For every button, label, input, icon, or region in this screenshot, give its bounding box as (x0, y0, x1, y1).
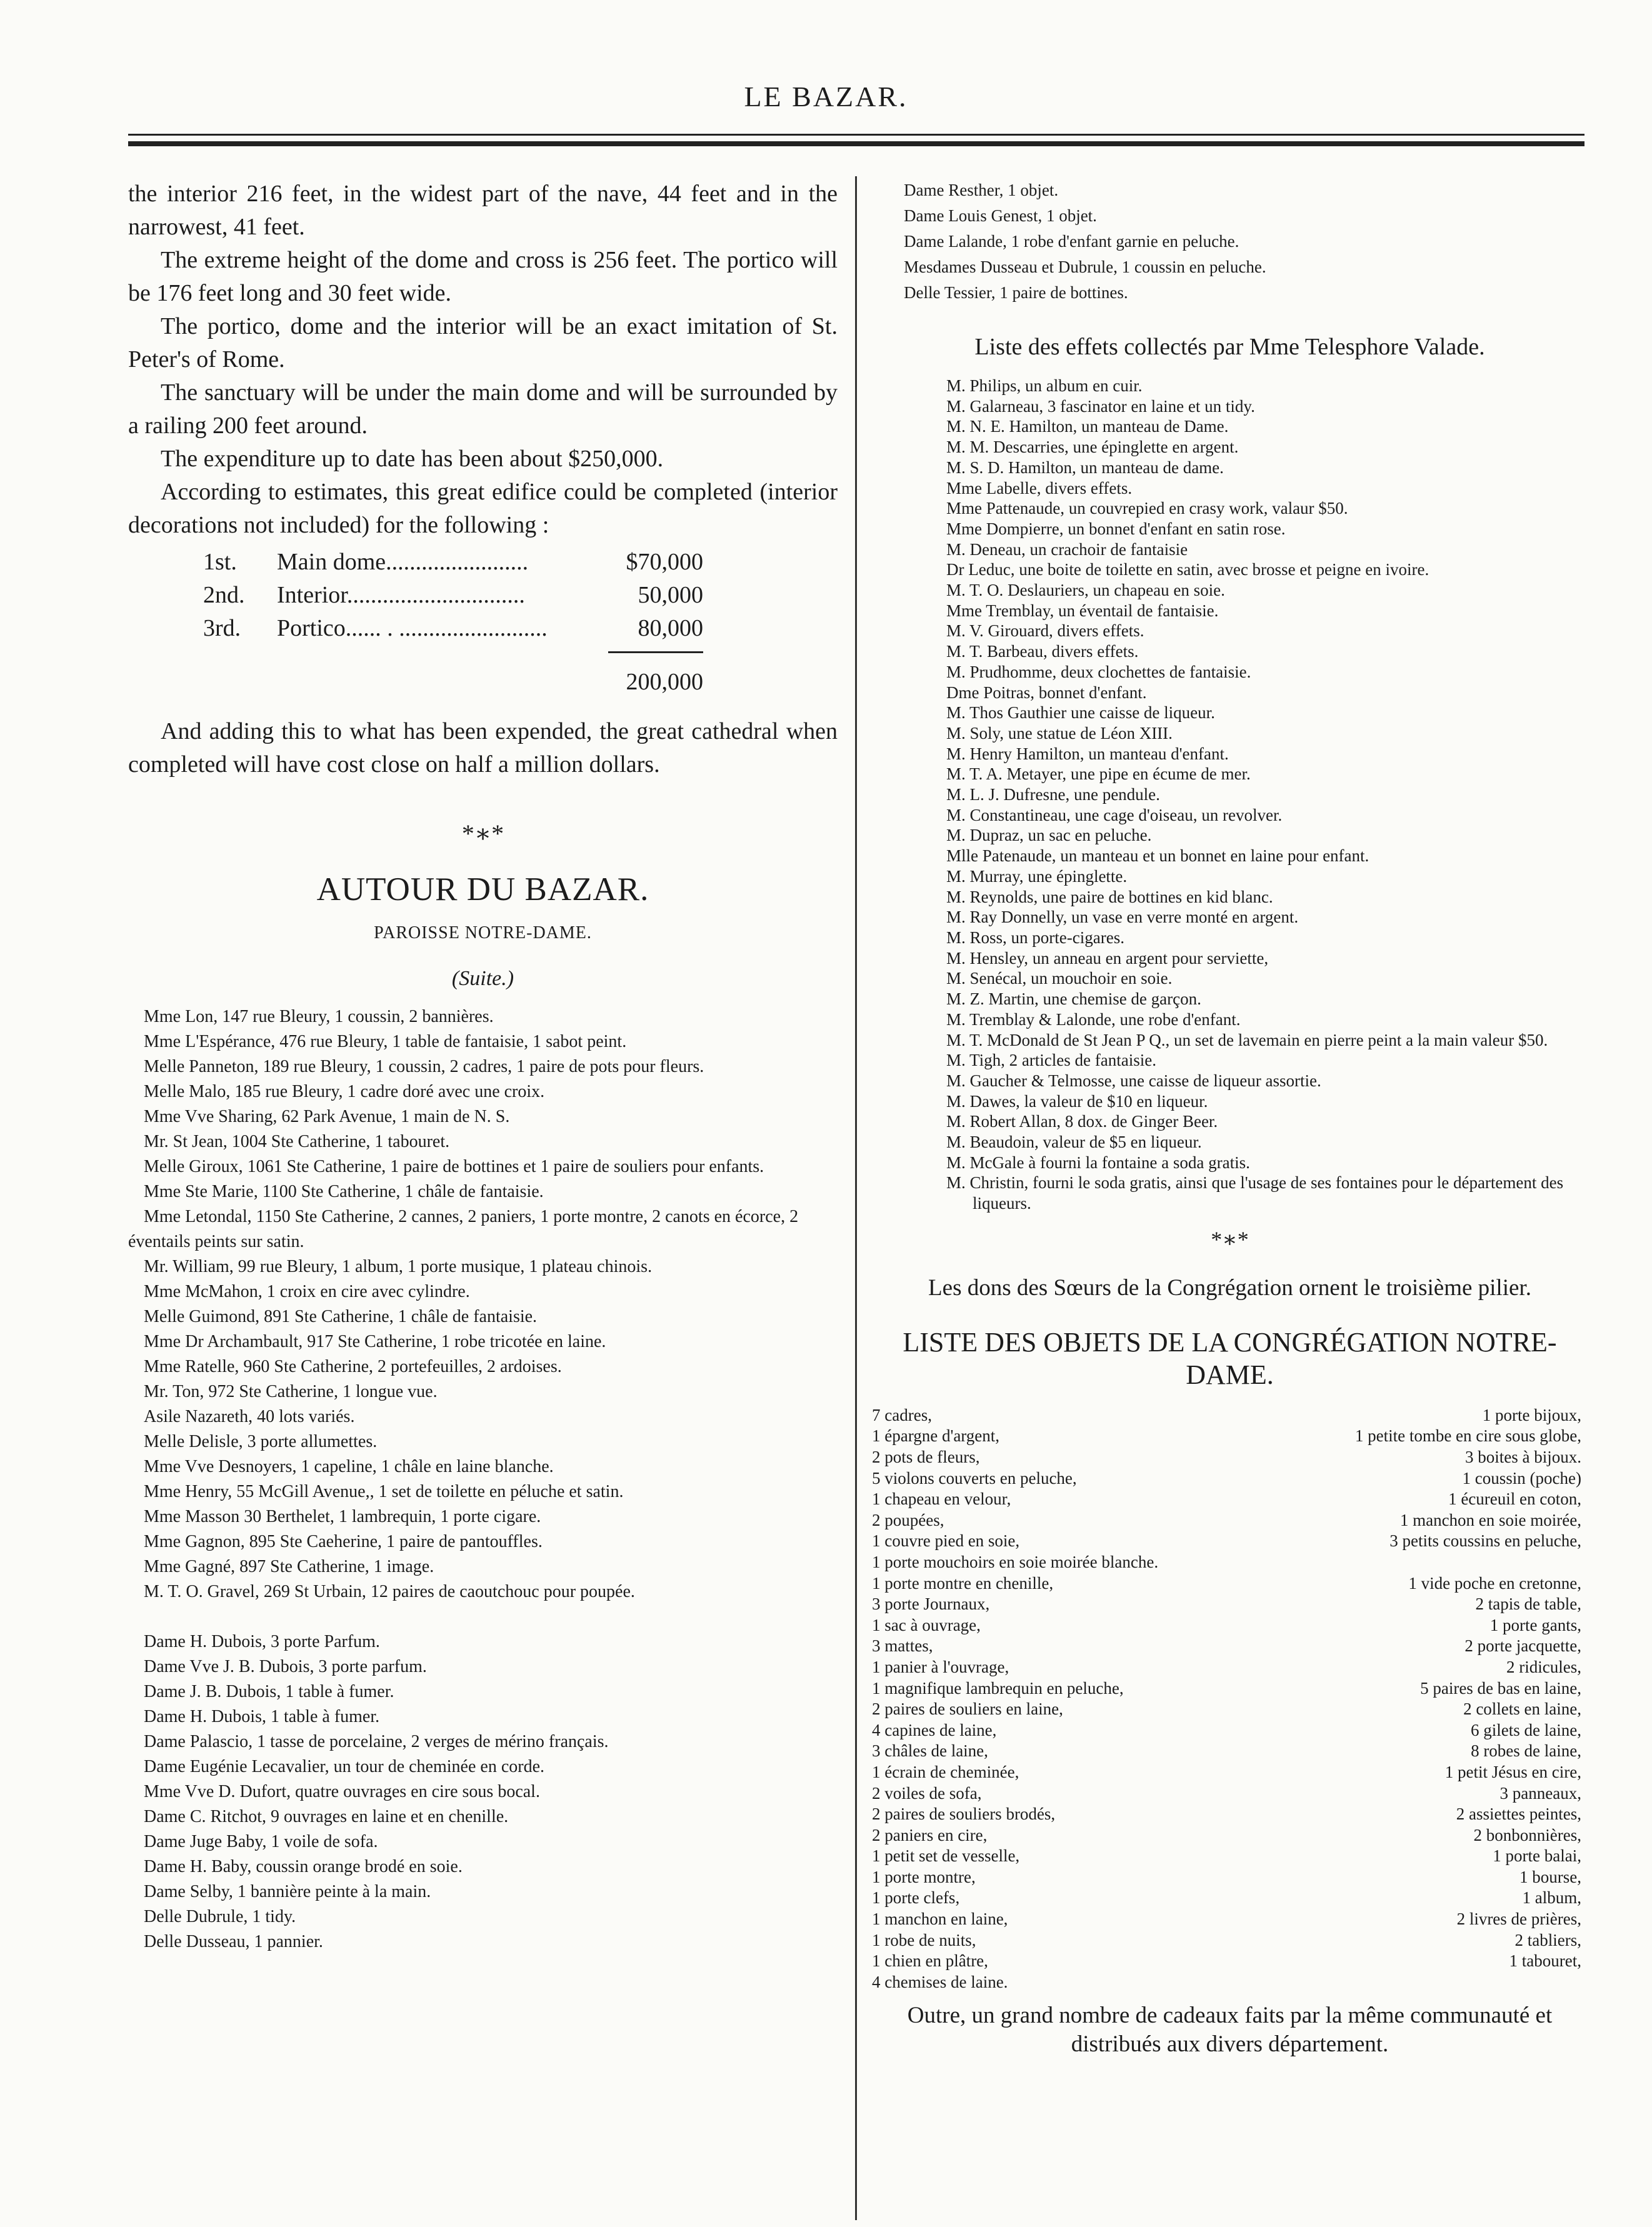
expense-row (203, 579, 703, 612)
article-paragraph: The sanctuary will be under the main dome and will be surrounded by a railing 200 feet around. (128, 379, 838, 439)
header-rule-thick (128, 141, 1584, 146)
donor-entry: Mesdames Dusseau et Dubrule, 1 coussin en peluche. (904, 258, 1266, 276)
item-row (872, 1636, 1581, 1657)
item-row (872, 1888, 1581, 1909)
expense-number: 1st. (203, 549, 237, 575)
expense-row (203, 612, 703, 645)
donor-entry: Mme Masson 30 Berthelet, 1 lambrequin, 1 porte cigare. (144, 1507, 541, 1526)
donor-entry: Asile Nazareth, 40 lots variés. (144, 1407, 355, 1426)
item-left: 1 panier à l'ouvrage, (872, 1657, 1009, 1676)
collected-item: M. M. Descarries, une épinglette en argent. (946, 438, 1239, 457)
item-row (872, 1405, 1581, 1426)
collected-item: Mme Dompierre, un bonnet d'enfant en satin rose. (946, 519, 1286, 538)
item-row (872, 1594, 1581, 1615)
donor-entry: Mme Ratelle, 960 Ste Catherine, 2 portefeuilles, 2 ardoises. (144, 1357, 562, 1376)
suite-label: (Suite.) (451, 967, 514, 990)
total-rule (608, 651, 703, 653)
item-row (872, 1867, 1581, 1888)
collected-item: M. V. Girouard, divers effets. (946, 621, 1144, 641)
item-row (872, 1573, 1581, 1594)
collected-item: M. S. D. Hamilton, un manteau de dame. (946, 458, 1224, 477)
article-paragraph: The extreme height of the dome and cross is 256 feet. The portico will be 176 feet long and 30 feet wide. (128, 247, 838, 306)
item-right: 1 album, (1522, 1888, 1581, 1908)
donor-entry: Mme L'Espérance, 476 rue Bleury, 1 table de fantaisie, 1 sabot peint. (144, 1032, 627, 1051)
closing-note: Outre, un grand nombre de cadeaux faits par la même communauté et distribués aux divers département. (907, 2003, 1553, 2058)
section-title: AUTOUR DU BAZAR. (316, 871, 649, 908)
item-row (872, 1972, 1581, 1993)
donor-entry: Dame Selby, 1 bannière peinte à la main. (144, 1882, 431, 1901)
donor-entry: Mme Lon, 147 rue Bleury, 1 coussin, 2 bannières. (144, 1007, 494, 1026)
collected-item: M. Deneau, un crachoir de fantaisie (946, 539, 1188, 559)
donor-entry: Mme Vve D. Dufort, quatre ouvrages en cire sous bocal. (144, 1782, 540, 1801)
item-left: 1 couvre pied en soie, (872, 1531, 1020, 1551)
item-left: 1 manchon en laine, (872, 1909, 1008, 1929)
collected-item: M. T. O. Deslauriers, un chapeau en soie. (946, 581, 1225, 600)
item-left: 1 écrain de cheminée, (872, 1762, 1019, 1781)
item-row (872, 1426, 1581, 1447)
collected-item: M. Gaucher & Telmosse, une caisse de liqueur assortie. (946, 1071, 1321, 1090)
item-left: 1 chapeau en velour, (872, 1489, 1011, 1509)
expense-total: 200,000 (626, 669, 703, 695)
item-row (872, 1951, 1581, 1972)
item-left: 1 porte montre en chenille, (872, 1573, 1054, 1593)
collected-item: M. Ray Donnelly, un vase en verre monté en argent. (946, 908, 1299, 927)
donor-entry: Dame Lalande, 1 robe d'enfant garnie en peluche. (904, 232, 1239, 251)
item-left: 1 magnifique lambrequin en peluche, (872, 1678, 1124, 1698)
item-right: 3 panneaux, (1499, 1783, 1581, 1803)
donor-entry: Mme Henry, 55 McGill Avenue,, 1 set de toilette en péluche et satin. (144, 1482, 624, 1501)
donor-entry: Dame Louis Genest, 1 objet. (904, 206, 1097, 225)
donor-entry: Mr. St Jean, 1004 Ste Catherine, 1 tabouret. (144, 1132, 450, 1151)
item-right: 1 coussin (poche) (1462, 1468, 1581, 1488)
left-column (128, 178, 838, 1954)
asterism: *∗* (461, 819, 504, 848)
donor-entry: Melle Guimond, 891 Ste Catherine, 1 châle de fantaisie. (144, 1307, 538, 1326)
item-row (872, 1468, 1581, 1489)
item-right: 1 bourse, (1519, 1867, 1581, 1886)
donor-entry: Dame Eugénie Lecavalier, un tour de cheminée en corde. (144, 1757, 545, 1776)
item-right: 1 vide poche en cretonne, (1408, 1573, 1581, 1593)
item-right: 1 porte bijoux, (1482, 1405, 1581, 1424)
collected-item: M. Murray, une épinglette. (946, 866, 1128, 886)
collected-item: M. Senécal, un mouchoir en soie. (946, 969, 1173, 988)
item-row (872, 1447, 1581, 1468)
expense-description: Main dome........................ (277, 549, 529, 575)
item-right: 5 paires de bas en laine, (1420, 1678, 1581, 1698)
donor-entry: Mr. Ton, 972 Ste Catherine, 1 longue vue. (144, 1382, 438, 1401)
item-left: 5 violons couverts en peluche, (872, 1468, 1077, 1488)
donor-entry: Dame Juge Baby, 1 voile de sofa. (144, 1832, 378, 1851)
item-row (872, 1510, 1581, 1531)
column-divider (855, 176, 857, 2220)
donor-entry: Mme Dr Archambault, 917 Ste Catherine, 1 robe tricotée en laine. (144, 1332, 606, 1351)
item-row (872, 1930, 1581, 1951)
item-row (872, 1657, 1581, 1678)
item-row (872, 1825, 1581, 1846)
item-row (872, 1699, 1581, 1720)
item-left: 1 porte montre, (872, 1867, 976, 1886)
collected-item: M. McGale à fourni la fontaine a soda gratis. (946, 1153, 1250, 1172)
item-row (872, 1615, 1581, 1636)
collected-item: Mlle Patenaude, un manteau et un bonnet en laine pour enfant. (946, 846, 1369, 866)
donor-entry: Mme Gagné, 897 Ste Catherine, 1 image. (144, 1557, 434, 1576)
donor-entry: Mme Gagnon, 895 Ste Caeherine, 1 paire de pantouffles. (144, 1532, 543, 1551)
closing-paragraph: And adding this to what has been expended, the great cathedral when completed will have cost close on half a million dollars. (128, 718, 838, 778)
collected-item: M. Prudhomme, deux clochettes de fantaisie. (946, 662, 1251, 681)
expense-value: $70,000 (626, 549, 703, 575)
item-left: 2 paniers en cire, (872, 1825, 988, 1844)
article-paragraph: The expenditure up to date has been about $250,000. (161, 446, 664, 472)
collected-item: M. Christin, fourni le soda gratis, ainsi que l'usage de ses fontaines pour le département des liqueurs. (946, 1173, 1564, 1213)
donor-entry: Mme McMahon, 1 croix en cire avec cylindre. (144, 1282, 470, 1301)
collected-item: M. Galarneau, 3 fascinator en laine et un tidy. (946, 396, 1255, 416)
collected-item: M. Henry Hamilton, un manteau d'enfant. (946, 744, 1229, 763)
item-row (872, 1489, 1581, 1510)
dons-note: Les dons des Sœurs de la Congrégation ornent le troisième pilier. (928, 1274, 1531, 1301)
article-paragraph: According to estimates, this great edifice could be completed (interior decorations not included) for the following : (128, 479, 838, 538)
collected-item: M. Philips, un album en cuir. (946, 376, 1143, 395)
item-row (872, 1552, 1581, 1573)
donor-entry: Mme Ste Marie, 1100 Ste Catherine, 1 châle de fantaisie. (144, 1182, 544, 1201)
expense-value: 50,000 (638, 582, 703, 608)
item-right: 1 manchon en soie moirée, (1399, 1510, 1581, 1529)
collected-item: M. Dupraz, un sac en peluche. (946, 826, 1152, 845)
item-row (872, 1846, 1581, 1867)
collected-item: Mme Labelle, divers effets. (946, 478, 1133, 498)
item-row (872, 1783, 1581, 1804)
item-right: 2 ridicules, (1506, 1657, 1581, 1676)
item-right: 1 porte gants, (1489, 1615, 1581, 1634)
item-left: 1 sac à ouvrage, (872, 1615, 981, 1634)
item-row (872, 1720, 1581, 1741)
donor-entry: Delle Dubrule, 1 tidy. (144, 1907, 296, 1926)
item-row (872, 1762, 1581, 1783)
collected-item: M. Z. Martin, une chemise de garçon. (946, 989, 1201, 1009)
article-paragraph: the interior 216 feet, in the widest part of the nave, 44 feet and in the narrowest, 41 feet. (128, 181, 838, 240)
collected-item: Mme Pattenaude, un couvrepied en crasy work, valaur $50. (946, 499, 1348, 518)
donor-entry: Dame H. Dubois, 3 porte Parfum. (144, 1632, 380, 1651)
donor-entry: Melle Malo, 185 rue Bleury, 1 cadre doré avec une croix. (144, 1082, 545, 1101)
item-left: 2 paires de souliers brodés, (872, 1804, 1056, 1824)
donor-entry: Melle Giroux, 1061 Ste Catherine, 1 paire de bottines et 1 paire de souliers pour enfants. (144, 1157, 764, 1176)
article-paragraph: The portico, dome and the interior will be an exact imitation of St. Peter's of Rome. (128, 313, 838, 373)
donor-entry: Delle Tessier, 1 paire de bottines. (904, 283, 1128, 302)
item-right: 3 petits coussins en peluche, (1389, 1531, 1581, 1551)
item-left: 1 épargne d'argent, (872, 1426, 1000, 1446)
expense-row (203, 546, 703, 579)
donor-entry: Dame Resther, 1 objet. (904, 181, 1059, 199)
donor-entry: Dame H. Dubois, 1 table à fumer. (144, 1707, 380, 1726)
item-right: 1 petite tombe en cire sous globe, (1354, 1426, 1581, 1446)
item-row (872, 1804, 1581, 1825)
donor-entry: Delle Dusseau, 1 pannier. (144, 1932, 323, 1951)
collected-item: M. Tigh, 2 articles de fantaisie. (946, 1051, 1156, 1070)
donor-entry: Dame H. Baby, coussin orange brodé en soie. (144, 1857, 463, 1876)
donor-list-1 (128, 1004, 838, 1604)
donor-list-top (872, 178, 1588, 306)
section-subtitle: PAROISSE NOTRE-DAME. (374, 923, 592, 943)
expense-number: 3rd. (203, 615, 241, 641)
cathedral-article (128, 178, 838, 542)
item-row (872, 1741, 1581, 1762)
collected-item: M. Ross, un porte-cigares. (946, 928, 1124, 947)
right-column (872, 178, 1588, 2059)
asterism: *∗* (1211, 1226, 1249, 1252)
header-rule-thin (128, 134, 1584, 136)
expense-value: 80,000 (638, 615, 703, 641)
collected-item: Dr Leduc, une boite de toilette en satin, avec brosse et peigne en ivoire. (946, 560, 1429, 579)
donor-entry: Mme Vve Sharing, 62 Park Avenue, 1 main de N. S. (144, 1107, 510, 1126)
closing-block (128, 715, 838, 781)
item-left: 2 pots de fleurs, (872, 1448, 980, 1467)
item-right: 2 tapis de table, (1475, 1594, 1581, 1614)
item-left: 2 poupées, (872, 1510, 944, 1529)
expense-description: Portico...... . ......................... (277, 615, 548, 641)
collected-item: M. Constantineau, une cage d'oiseau, un revolver. (946, 805, 1283, 824)
item-right: 1 écureuil en coton, (1448, 1489, 1581, 1509)
donor-entry: Dame Palascio, 1 tasse de porcelaine, 2 verges de mérino français. (144, 1732, 609, 1751)
item-right: 2 assiettes peintes, (1456, 1804, 1581, 1824)
collected-item: M. T. McDonald de St Jean P Q., un set de lavemain en pierre peint a la main valeur $50. (946, 1030, 1548, 1049)
congregation-title: LISTE DES OBJETS DE LA CONGRÉGATION NOTRE-DAME. (903, 1326, 1557, 1390)
collected-item: M. Tremblay & Lalonde, une robe d'enfant. (946, 1009, 1241, 1029)
collected-item: M. Hensley, un anneau en argent pour serviette, (946, 948, 1269, 968)
donor-entry: Dame C. Ritchot, 9 ouvrages en laine et en chenille. (144, 1807, 509, 1826)
item-right: 2 porte jacquette, (1464, 1636, 1581, 1656)
collected-item: M. Robert Allan, 8 dox. de Ginger Beer. (946, 1112, 1218, 1131)
item-row (872, 1531, 1581, 1552)
item-right: 2 bonbonnières, (1473, 1825, 1581, 1844)
item-left: 1 porte clefs, (872, 1888, 960, 1908)
donor-entry: Dame Vve J. B. Dubois, 3 porte parfum. (144, 1657, 427, 1676)
item-left: 3 mattes, (872, 1636, 933, 1656)
expense-description: Interior.............................. (277, 582, 525, 608)
donor-list-2 (128, 1629, 838, 1954)
item-right: 2 collets en laine, (1463, 1699, 1581, 1719)
collected-item: M. T. Barbeau, divers effets. (946, 642, 1139, 661)
donor-entry: Mme Vve Desnoyers, 1 capeline, 1 châle en laine blanche. (144, 1457, 554, 1476)
collected-item: M. Soly, une statue de Léon XIII. (946, 723, 1173, 743)
collected-item: M. Beaudoin, valeur de $5 en liqueur. (946, 1133, 1202, 1152)
expense-table (203, 546, 703, 699)
item-left: 1 petit set de vesselle, (872, 1846, 1020, 1866)
item-row (872, 1909, 1581, 1930)
item-right: 1 tabouret, (1509, 1951, 1581, 1971)
donor-entry: Melle Panneton, 189 rue Bleury, 1 coussin, 2 cadres, 1 paire de pots pour fleurs. (144, 1057, 704, 1076)
item-right: 2 livres de prières, (1456, 1909, 1581, 1929)
donor-entry: Mr. William, 99 rue Bleury, 1 album, 1 porte musique, 1 plateau chinois. (144, 1257, 653, 1276)
congregation-items (872, 1405, 1581, 1993)
item-right: 1 porte balai, (1493, 1846, 1581, 1866)
item-right: 3 boites à bijoux. (1465, 1448, 1581, 1467)
valade-heading: Liste des effets collectés par Mme Telesphore Valade. (974, 334, 1485, 360)
item-left: 3 châles de laine, (872, 1741, 988, 1761)
item-left: 1 porte mouchoirs en soie moirée blanche. (872, 1552, 1159, 1571)
collected-item: M. T. A. Metayer, une pipe en écume de mer. (946, 764, 1251, 784)
collected-item: M. L. J. Dufresne, une pendule. (946, 785, 1160, 804)
donor-entry: Mme Letondal, 1150 Ste Catherine, 2 cannes, 2 paniers, 1 porte montre, 2 canots en écorce, 2 éventails peints sur satin. (128, 1207, 799, 1251)
valade-list (872, 376, 1588, 1214)
collected-item: Mme Tremblay, un éventail de fantaisie. (946, 601, 1219, 620)
item-right: 1 petit Jésus en cire, (1444, 1762, 1581, 1781)
item-right: 6 gilets de laine, (1471, 1720, 1581, 1739)
collected-item: M. Thos Gauthier une caisse de liqueur. (946, 703, 1215, 723)
collected-item: Dme Poitras, bonnet d'enfant. (946, 683, 1147, 702)
item-row (872, 1678, 1581, 1699)
donor-entry: Dame J. B. Dubois, 1 table à fumer. (144, 1682, 394, 1701)
collected-item: M. Dawes, la valeur de $10 en liqueur. (946, 1091, 1208, 1111)
item-left: 1 robe de nuits, (872, 1930, 976, 1949)
expense-number: 2nd. (203, 582, 245, 608)
collected-item: M. N. E. Hamilton, un manteau de Dame. (946, 417, 1229, 436)
item-left: 4 capines de laine, (872, 1720, 997, 1739)
donor-entry: Melle Delisle, 3 porte allumettes. (144, 1432, 378, 1451)
donor-entry: M. T. O. Gravel, 269 St Urbain, 12 paires de caoutchouc pour poupée. (144, 1582, 635, 1601)
item-left: 2 paires de souliers en laine, (872, 1699, 1063, 1719)
item-left: 4 chemises de laine. (872, 1972, 1008, 1991)
collected-item: M. Reynolds, une paire de bottines en kid blanc. (946, 887, 1273, 906)
item-right: 8 robes de laine, (1471, 1741, 1581, 1761)
item-right: 2 tabliers, (1514, 1930, 1581, 1949)
item-left: 7 cadres, (872, 1405, 932, 1424)
item-left: 3 porte Journaux, (872, 1594, 990, 1614)
page-header: LE BAZAR. (744, 81, 908, 113)
item-left: 1 chien en plâtre, (872, 1951, 988, 1971)
item-left: 2 voiles de sofa, (872, 1783, 982, 1803)
